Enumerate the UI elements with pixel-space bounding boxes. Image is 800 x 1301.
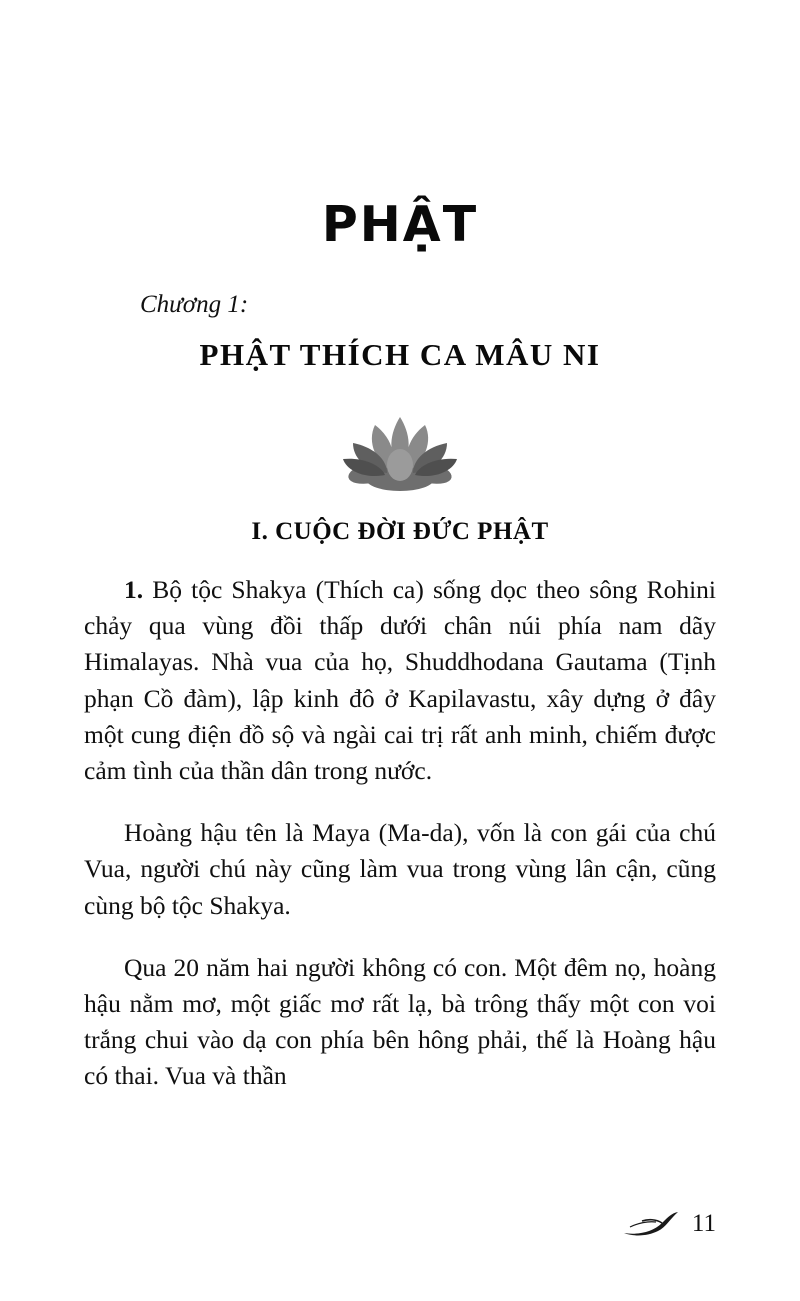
lotus-flower-icon [325, 395, 475, 500]
paragraph-number: 1. [124, 575, 144, 604]
leaf-flourish-icon [622, 1209, 680, 1239]
paragraph-text: Bộ tộc Shakya (Thích ca) sống dọc theo sông Rohini chảy qua vùng đồi thấp dưới chân núi phía nam dãy Himalayas. Nhà vua của họ, Shuddhodana Gautama (Tịnh phạn Cồ đàm), lập kinh đô ở Kapilavastu, xây dựng ở đây một cung điện đồ sộ và ngài cai trị rất anh minh, chiếm được cảm tình của thần dân trong nước. [84, 575, 716, 786]
paragraph-1 [84, 572, 716, 789]
paragraph-3: Qua 20 năm hai người không có con. Một đêm nọ, hoàng hậu nằm mơ, một giấc mơ rất lạ, bà trông thấy một con voi trắng chui vào dạ con phía bên hông phải, thế là Hoàng hậu có thai. Vua và thần [84, 952, 716, 1091]
page-footer [622, 1209, 716, 1239]
book-title: PHẬT [321, 196, 479, 253]
page-number: 11 [691, 1210, 716, 1237]
section-title: I. CUỘC ĐỜI ĐỨC PHẬT [251, 518, 549, 545]
chapter-title: PHẬT THÍCH CA MÂU NI [199, 337, 601, 372]
paragraph-2: Hoàng hậu tên là Maya (Ma-da), vốn là con gái của chú Vua, người chú này cũng làm vua trong vùng lân cận, cũng cùng bộ tộc Shakya. [84, 818, 716, 920]
chapter-label: Chương 1: [140, 291, 249, 318]
